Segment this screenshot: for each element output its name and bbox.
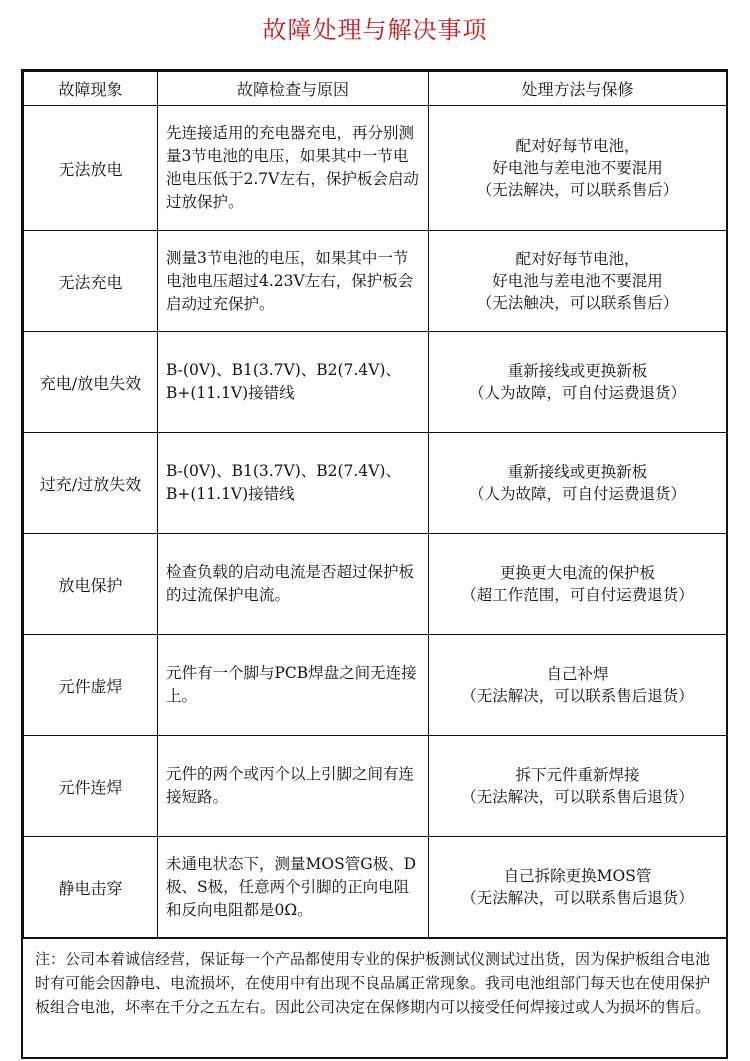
fix-line: （无法解决，可以联系售后退货） [461, 889, 694, 907]
cause-cell: 元件有一个脚与PCB焊盘之间无连接上。 [158, 635, 429, 736]
troubleshooting-sheet [21, 69, 728, 1059]
fix-line: （超工作范围，可自付运费退货） [461, 586, 694, 604]
cause-cell: 元件的两个或丙个以上引脚之间有连接短路。 [158, 736, 429, 837]
header-cause: 故障检查与原因 [158, 72, 429, 106]
fix-line: 重新接线或更换新板 [507, 362, 648, 380]
table-body [24, 106, 727, 938]
fix-line: 拆下元件重新焊接 [515, 766, 640, 784]
fix-cell [429, 635, 727, 736]
cause-cell: B-(0V)、B1(3.7V)、B2(7.4V)、B+(11.1V)接错线 [158, 332, 429, 433]
table-row [24, 231, 727, 332]
fix-line: 自己拆除更换MOS管 [503, 867, 652, 885]
table-row [24, 433, 727, 534]
cause-cell: 未通电状态下，测量MOS管G极、D极、S极，任意两个引脚的正向电阻和反向电阻都是0Ω。 [158, 837, 429, 938]
fix-line: （无法解决，可以联系售后退货） [461, 788, 694, 806]
fix-line: （人为故障，可自付运费退货） [468, 485, 686, 503]
header-fix: 处理方法与保修 [429, 72, 727, 106]
fix-line: （人为故障，可自付运费退货） [468, 384, 686, 402]
page-title: 故障处理与解决事项 [262, 16, 488, 44]
header-row [24, 72, 727, 106]
fix-line: 配对好每节电池， [515, 250, 640, 268]
warranty-note: 注：公司本着诚信经营，保证每一个产品都使用专业的保护板测试仪测试过出货，因为保护板组合电池时有可能会因静电、电流损坏，在使用中有出现不良品属正常现象。我司电池组部门每天也在使用保护板组合电池，坏率在千分之五左右。因此公司决定在保修期内可以接受任何焊接过或人为损坏的售后。 [23, 938, 726, 1057]
symptom-cell: 静电击穿 [24, 837, 158, 938]
cause-cell: 先连接适用的充电器充电，再分别测量3节电池的电压，如果其中一节电池电压低于2.7V左右，保护板会启动过放保护。 [158, 106, 429, 231]
symptom-cell: 无法充电 [24, 231, 158, 332]
fix-line: （无法触决，可以联系售后） [476, 294, 679, 312]
symptom-cell: 无法放电 [24, 106, 158, 231]
fix-line: 好电池与差电池不要混用 [492, 272, 663, 290]
fix-line: （无法解决，可以联系售后） [476, 181, 679, 199]
table-row [24, 534, 727, 635]
troubleshooting-table [23, 71, 727, 938]
fix-line: 配对好每节电池， [515, 137, 640, 155]
fix-line: 自己补焊 [546, 665, 609, 683]
cause-cell: 检查负载的启动电流是否超过保护板的过流保护电流。 [158, 534, 429, 635]
symptom-cell: 过充/过放失效 [24, 433, 158, 534]
fix-cell [429, 106, 727, 231]
fix-cell [429, 231, 727, 332]
fix-cell [429, 736, 727, 837]
fix-cell [429, 433, 727, 534]
table-row [24, 635, 727, 736]
symptom-cell: 元件虚焊 [24, 635, 158, 736]
cause-cell: B-(0V)、B1(3.7V)、B2(7.4V)、B+(11.1V)接错线 [158, 433, 429, 534]
fix-line: 好电池与差电池不要混用 [492, 159, 663, 177]
symptom-cell: 元件连焊 [24, 736, 158, 837]
table-row [24, 106, 727, 231]
fix-cell [429, 332, 727, 433]
table-row [24, 837, 727, 938]
header-symptom: 故障现象 [24, 72, 158, 106]
fix-cell [429, 534, 727, 635]
symptom-cell: 放电保护 [24, 534, 158, 635]
fix-line: 更换更大电流的保护板 [499, 564, 655, 582]
fix-line: （无法解决，可以联系售后退货） [461, 687, 694, 705]
table-row [24, 736, 727, 837]
fix-line: 重新接线或更换新板 [507, 463, 648, 481]
table-row [24, 332, 727, 433]
fix-cell [429, 837, 727, 938]
cause-cell: 测量3节电池的电压，如果其中一节电池电压超过4.23V左右，保护板会启动过充保护。 [158, 231, 429, 332]
symptom-cell: 充电/放电失效 [24, 332, 158, 433]
